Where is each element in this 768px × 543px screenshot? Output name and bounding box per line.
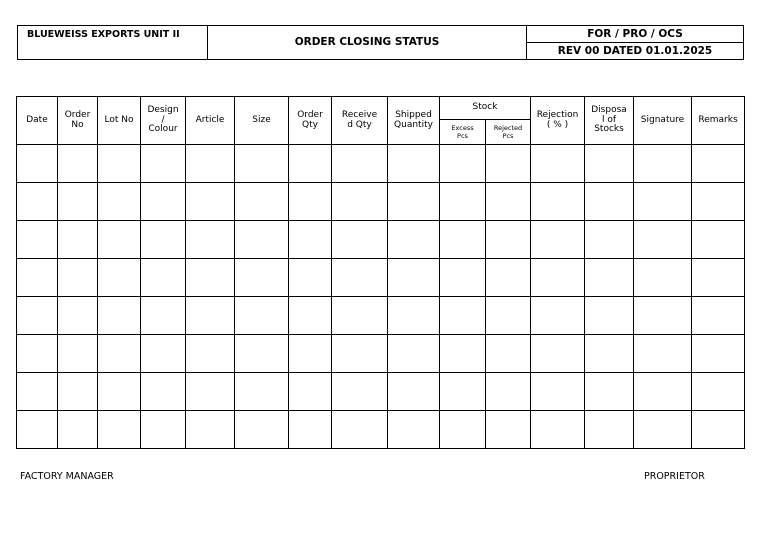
table-cell[interactable]: [585, 297, 634, 335]
table-cell[interactable]: [486, 411, 531, 449]
table-cell[interactable]: [98, 183, 141, 221]
table-cell[interactable]: [98, 221, 141, 259]
form-code: FOR / PRO / OCS: [527, 26, 744, 43]
table-cell[interactable]: [388, 183, 440, 221]
col-header-lot-no: Lot No: [98, 97, 141, 145]
col-header-rejection-pct: Rejection ( % ): [531, 97, 585, 145]
table-cell[interactable]: [585, 411, 634, 449]
table-cell[interactable]: [692, 145, 745, 183]
table-cell[interactable]: [17, 335, 58, 373]
col-header-shipped-quantity: Shipped Quantity: [388, 97, 440, 145]
table-cell[interactable]: [98, 297, 141, 335]
table-cell[interactable]: [692, 297, 745, 335]
table-cell[interactable]: [585, 145, 634, 183]
table-cell[interactable]: [692, 259, 745, 297]
table-cell[interactable]: [235, 297, 289, 335]
table-cell[interactable]: [388, 335, 440, 373]
table-cell[interactable]: [486, 145, 531, 183]
table-cell[interactable]: [634, 335, 692, 373]
table-cell[interactable]: [235, 221, 289, 259]
col-header-signature: Signature: [634, 97, 692, 145]
order-closing-table: [16, 96, 745, 449]
table-cell[interactable]: [235, 411, 289, 449]
table-row: [17, 183, 745, 221]
table-cell[interactable]: [692, 411, 745, 449]
col-header-order-no: Order No: [58, 97, 98, 145]
table-cell[interactable]: [486, 373, 531, 411]
col-header-stock: Stock: [440, 97, 531, 120]
table-cell[interactable]: [531, 373, 585, 411]
table-cell[interactable]: [58, 259, 98, 297]
table-cell[interactable]: [186, 183, 235, 221]
table-cell[interactable]: [388, 145, 440, 183]
table-row: [17, 335, 745, 373]
table-cell[interactable]: [141, 183, 186, 221]
table-cell[interactable]: [235, 183, 289, 221]
table-cell[interactable]: [634, 145, 692, 183]
col-header-size: Size: [235, 97, 289, 145]
table-cell[interactable]: [186, 221, 235, 259]
table-cell[interactable]: [388, 297, 440, 335]
table-cell[interactable]: [235, 373, 289, 411]
table-cell[interactable]: [634, 297, 692, 335]
col-header-design-colour: Design / Colour: [141, 97, 186, 145]
table-cell[interactable]: [17, 297, 58, 335]
table-cell[interactable]: [17, 411, 58, 449]
table-cell[interactable]: [440, 259, 486, 297]
table-cell[interactable]: [17, 183, 58, 221]
table-cell[interactable]: [585, 221, 634, 259]
table-cell[interactable]: [634, 373, 692, 411]
table-body: [17, 145, 745, 449]
table-cell[interactable]: [531, 411, 585, 449]
table-cell[interactable]: [289, 373, 332, 411]
company-name: BLUEWEISS EXPORTS UNIT II: [18, 26, 208, 60]
table-cell[interactable]: [332, 259, 388, 297]
table-cell[interactable]: [289, 335, 332, 373]
col-header-remarks: Remarks: [692, 97, 745, 145]
table-cell[interactable]: [141, 411, 186, 449]
table-cell[interactable]: [440, 335, 486, 373]
table-cell[interactable]: [186, 259, 235, 297]
table-cell[interactable]: [531, 259, 585, 297]
table-cell[interactable]: [186, 297, 235, 335]
table-cell[interactable]: [58, 335, 98, 373]
table-cell[interactable]: [692, 335, 745, 373]
table-cell[interactable]: [289, 145, 332, 183]
col-header-rejected-pcs: Rejected Pcs: [486, 120, 531, 145]
col-header-article: Article: [186, 97, 235, 145]
table-cell[interactable]: [388, 411, 440, 449]
col-header-excess-pcs: Excess Pcs: [440, 120, 486, 145]
table-cell[interactable]: [440, 411, 486, 449]
table-cell[interactable]: [17, 145, 58, 183]
table-cell[interactable]: [486, 221, 531, 259]
col-header-received-qty: Receive d Qty: [332, 97, 388, 145]
table-cell[interactable]: [141, 259, 186, 297]
table-cell[interactable]: [289, 411, 332, 449]
table-cell[interactable]: [289, 221, 332, 259]
table-cell[interactable]: [531, 183, 585, 221]
table-cell[interactable]: [332, 183, 388, 221]
table-cell[interactable]: [289, 259, 332, 297]
table-cell[interactable]: [634, 221, 692, 259]
table-cell[interactable]: [332, 145, 388, 183]
table-cell[interactable]: [634, 183, 692, 221]
table-cell[interactable]: [98, 145, 141, 183]
table-cell[interactable]: [141, 297, 186, 335]
table-cell[interactable]: [585, 373, 634, 411]
table-cell[interactable]: [585, 259, 634, 297]
table-cell[interactable]: [692, 373, 745, 411]
table-cell[interactable]: [235, 259, 289, 297]
table-cell[interactable]: [17, 221, 58, 259]
table-cell[interactable]: [186, 145, 235, 183]
col-header-date: Date: [17, 97, 58, 145]
table-cell[interactable]: [289, 183, 332, 221]
table-cell[interactable]: [141, 335, 186, 373]
table-cell[interactable]: [388, 259, 440, 297]
table-cell[interactable]: [332, 373, 388, 411]
table-cell[interactable]: [58, 145, 98, 183]
table-cell[interactable]: [141, 373, 186, 411]
table-cell[interactable]: [486, 335, 531, 373]
table-cell[interactable]: [486, 297, 531, 335]
table-cell[interactable]: [486, 259, 531, 297]
table-row: [17, 259, 745, 297]
table-cell[interactable]: [332, 221, 388, 259]
table-cell[interactable]: [585, 183, 634, 221]
table-cell[interactable]: [141, 145, 186, 183]
table-cell[interactable]: [531, 297, 585, 335]
table-cell[interactable]: [440, 297, 486, 335]
table-cell[interactable]: [486, 183, 531, 221]
table-cell[interactable]: [332, 335, 388, 373]
table-row: [17, 145, 745, 183]
table-cell[interactable]: [332, 297, 388, 335]
table-cell[interactable]: [58, 373, 98, 411]
table-cell[interactable]: [17, 259, 58, 297]
table-cell[interactable]: [186, 373, 235, 411]
col-header-disposal-of-stocks: Disposa l of Stocks: [585, 97, 634, 145]
table-cell[interactable]: [634, 259, 692, 297]
factory-manager-signatory: FACTORY MANAGER: [20, 471, 114, 482]
table-cell[interactable]: [98, 259, 141, 297]
table-cell[interactable]: [58, 297, 98, 335]
table-cell[interactable]: [289, 297, 332, 335]
table-row: [17, 373, 745, 411]
table-cell[interactable]: [186, 335, 235, 373]
proprietor-signatory: PROPRIETOR: [644, 471, 705, 482]
table-cell[interactable]: [186, 411, 235, 449]
table-cell[interactable]: [58, 183, 98, 221]
table-cell[interactable]: [98, 373, 141, 411]
table-cell[interactable]: [585, 335, 634, 373]
form-title: ORDER CLOSING STATUS: [208, 26, 527, 60]
table-cell[interactable]: [531, 335, 585, 373]
table-cell[interactable]: [332, 411, 388, 449]
table-row: [17, 221, 745, 259]
table-row: [17, 411, 745, 449]
table-cell[interactable]: [531, 145, 585, 183]
table-cell[interactable]: [98, 335, 141, 373]
table-cell[interactable]: [692, 183, 745, 221]
table-cell[interactable]: [98, 411, 141, 449]
table-cell[interactable]: [17, 373, 58, 411]
table-cell[interactable]: [388, 373, 440, 411]
table-cell[interactable]: [634, 411, 692, 449]
table-cell[interactable]: [58, 411, 98, 449]
table-cell[interactable]: [388, 221, 440, 259]
table-cell[interactable]: [440, 221, 486, 259]
table-cell[interactable]: [235, 145, 289, 183]
table-cell[interactable]: [440, 183, 486, 221]
table-cell[interactable]: [531, 221, 585, 259]
table-cell[interactable]: [692, 221, 745, 259]
revision-info: REV 00 DATED 01.01.2025: [527, 43, 744, 60]
table-row: [17, 297, 745, 335]
table-cell[interactable]: [141, 221, 186, 259]
table-cell[interactable]: [440, 373, 486, 411]
form-header: [17, 25, 744, 60]
col-header-order-qty: Order Qty: [289, 97, 332, 145]
table-cell[interactable]: [235, 335, 289, 373]
table-cell[interactable]: [440, 145, 486, 183]
table-cell[interactable]: [58, 221, 98, 259]
